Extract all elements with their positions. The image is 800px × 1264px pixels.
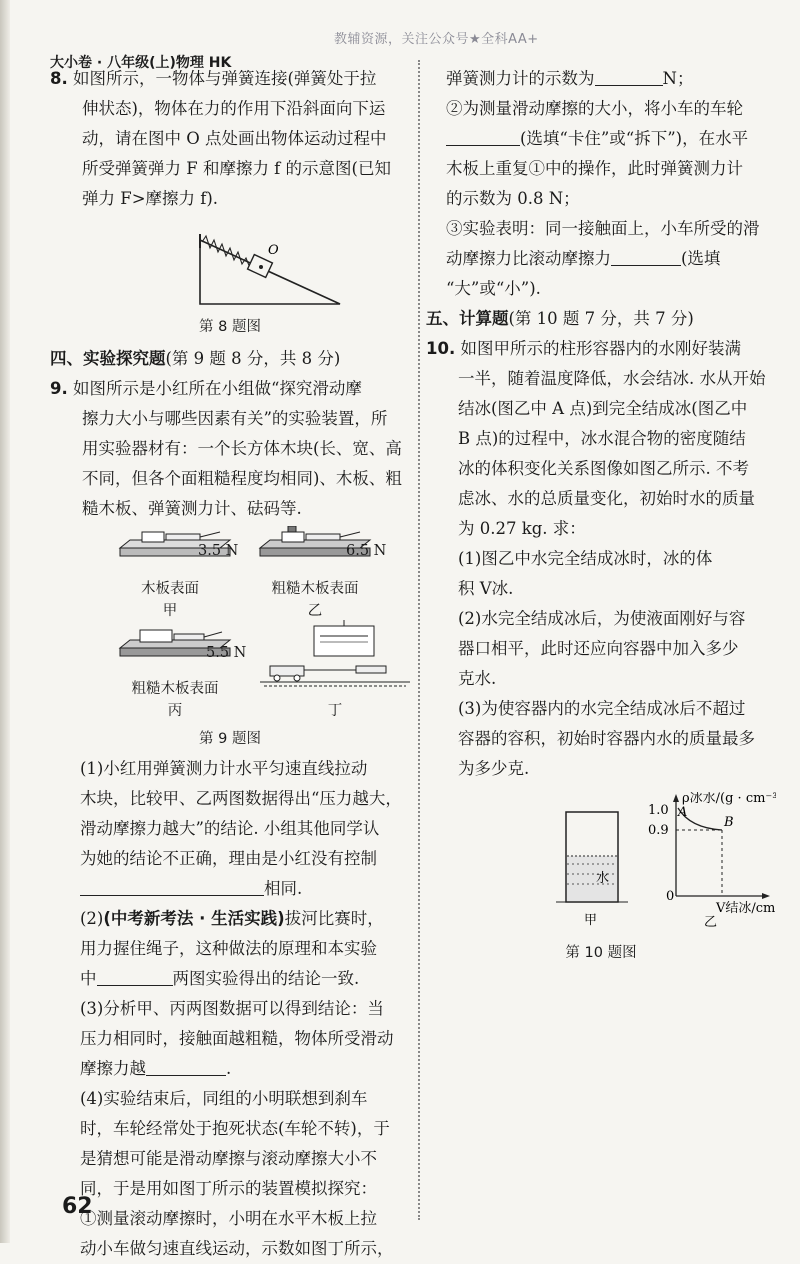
q9-p1-line: 为她的结论不正确，理由是小红没有控制 bbox=[80, 849, 377, 868]
q9-p4-line: 时，车轮经常处于抱死状态(车轮不转)，于 bbox=[80, 1119, 390, 1138]
incline-spring-diagram bbox=[50, 214, 410, 312]
q9-p2-tag: (中考新考法 · 生活实践) bbox=[103, 909, 285, 928]
q8-caption: 第 8 题图 bbox=[199, 319, 261, 335]
figure-jia-reading: 3.5 N bbox=[198, 543, 239, 559]
q9-p2-line: 用力握住绳子，这种做法的原理和本实验 bbox=[80, 939, 377, 958]
q10-s2-line: 克水. bbox=[458, 669, 497, 688]
page-number: 62 bbox=[62, 1194, 93, 1219]
watermark: 教辅资源，关注公众号★全科AA+ bbox=[334, 32, 539, 47]
q9-figures bbox=[50, 524, 410, 724]
x-axis-label: V结冰/cm³ bbox=[716, 901, 776, 916]
q10-line: 结冰(图乙中 A 点)到完全结成冰(图乙中 bbox=[458, 399, 748, 418]
q9-number: 9. bbox=[50, 379, 68, 398]
figure-ding-apparatus bbox=[260, 620, 410, 690]
q9-p4-line: ①测量滚动摩擦时，小明在水平木板上拉 bbox=[80, 1209, 377, 1228]
q9-p1-line: 木块，比较甲、乙两图数据得出“压力越大， bbox=[80, 789, 402, 808]
q9-line: 如图所示是小红所在小组做“探究滑动摩 bbox=[73, 379, 362, 398]
q10-line: 如图甲所示的柱形容器内的水刚好装满 bbox=[460, 339, 741, 358]
q8-number: 8. bbox=[50, 69, 68, 88]
y-axis-label: ρ冰水/(g · cm⁻³) bbox=[682, 792, 776, 806]
q9-p4-line: 同，于是用如图丁所示的装置模拟探究： bbox=[80, 1179, 377, 1198]
q8-line: 所受弹簧弹力 F 和摩擦力 f 的示意图(已知 bbox=[82, 159, 391, 178]
q9-p1-line: 滑动摩擦力越大”的结论. 小组其他同学认 bbox=[80, 819, 380, 838]
r2-line: 木板上重复①中的操作，此时弹簧测力计 bbox=[446, 159, 743, 178]
r2-line: 的示数为 0.8 N； bbox=[446, 189, 580, 208]
r1-end: N； bbox=[662, 69, 694, 88]
figure-bing-reading: 5.5 N bbox=[206, 645, 247, 661]
q8-figure bbox=[50, 214, 410, 312]
r3-pre: 动摩擦力比滚动摩擦力 bbox=[446, 249, 611, 268]
y-tick-1: 1.0 bbox=[648, 803, 669, 818]
q9-p1-end: 相同. bbox=[264, 879, 303, 898]
q10-line: 一半，随着温度降低，水会结冰. 水从开始 bbox=[458, 369, 766, 388]
q9-continued bbox=[426, 64, 776, 304]
r2-mid: (选填“卡住”或“拆下”)，在水平 bbox=[520, 129, 749, 148]
figure-yi-label: 乙 bbox=[307, 603, 323, 619]
q10-line: 为 0.27 kg. 求： bbox=[458, 519, 586, 538]
q9-p4-line: (4)实验结束后，同组的小明联想到刹车 bbox=[80, 1089, 368, 1108]
figure-yi bbox=[250, 526, 400, 622]
question-8 bbox=[50, 64, 410, 214]
r3-last: “大”或“小”). bbox=[446, 279, 541, 298]
figure-jia-label: 甲 bbox=[162, 603, 178, 619]
r2-line: ③实验表明：同一接触面上，小车所受的滑 bbox=[446, 219, 760, 238]
q10-s2-line: 器口相平，此时还应向容器中加入多少 bbox=[458, 639, 739, 658]
y-tick-0.9: 0.9 bbox=[648, 823, 669, 838]
q8-line: 如图所示，一物体与弹簧连接(弹簧处于拉 bbox=[73, 69, 377, 88]
page-header: 大小卷 · 八年级(上)物理 HK bbox=[50, 55, 232, 71]
question-10 bbox=[426, 334, 776, 784]
fig-yi-label: 乙 bbox=[704, 915, 718, 930]
page-binding-edge bbox=[0, 0, 10, 1243]
point-b-label: B bbox=[724, 815, 734, 830]
q10-caption: 第 10 题图 bbox=[565, 945, 637, 961]
q10-line: 冰的体积变化关系图像如图乙所示. 不考 bbox=[458, 459, 749, 478]
q10-figure bbox=[426, 792, 776, 942]
right-column bbox=[426, 64, 776, 968]
q9-p2-head: (2) bbox=[80, 909, 104, 928]
section-4-title: 四、实验探究题 bbox=[50, 349, 166, 368]
left-column bbox=[50, 64, 410, 1264]
figure-bing-surface: 粗糙木板表面 bbox=[131, 681, 219, 697]
q8-line: 弹力 F>摩擦力 f). bbox=[82, 189, 219, 208]
q10-s3-line: (3)为使容器内的水完全结成冰后不超过 bbox=[458, 699, 746, 718]
section-5-note: (第 10 题 7 分，共 7 分) bbox=[508, 309, 694, 328]
fig-jia-label: 甲 bbox=[584, 913, 598, 928]
q8-line: 动，请在图中 O 点处画出物体运动过程中 bbox=[82, 129, 387, 148]
q9-p3-pre: 摩擦力越 bbox=[80, 1059, 146, 1078]
q9-p2-tail: 拔河比赛时， bbox=[284, 909, 384, 928]
q10-line: B 点)的过程中，冰水混合物的密度随结 bbox=[458, 429, 746, 448]
column-divider bbox=[418, 60, 420, 1220]
q9-p4-line: 动小车做匀速直线运动，示数如图丁所示， bbox=[80, 1239, 394, 1258]
q9-p3-line: (3)分析甲、丙两图数据可以得到结论：当 bbox=[80, 999, 384, 1018]
figure-jia bbox=[110, 526, 250, 622]
figure-bing bbox=[110, 626, 260, 722]
q9-p2-end: 两图实验得出的结论一致. bbox=[172, 969, 360, 988]
q9-p4-line: 是猜想可能是滑动摩擦与滚动摩擦大小不 bbox=[80, 1149, 377, 1168]
q9-p2-pre: 中 bbox=[80, 969, 97, 988]
water-label: 水 bbox=[596, 871, 610, 886]
answer-blank-6[interactable] bbox=[611, 245, 681, 266]
answer-blank-5[interactable] bbox=[446, 125, 520, 146]
q10-s1-line: (1)图乙中水完全结成冰时，冰的体 bbox=[458, 549, 713, 568]
q10-s3-line: 为多少克. bbox=[458, 759, 530, 778]
figure-yi-reading: 6.5 N bbox=[346, 543, 387, 559]
q9-line: 不同，但各个面粗糙程度均相同)、木板、粗 bbox=[82, 469, 402, 488]
q10-s3-line: 容器的容积，初始时容器内水的质量最多 bbox=[458, 729, 755, 748]
point-a-label: A bbox=[678, 805, 688, 820]
answer-blank-3[interactable] bbox=[146, 1055, 226, 1076]
answer-blank-2[interactable] bbox=[97, 965, 173, 986]
origin-label: 0 bbox=[666, 889, 675, 904]
figure-bing-label: 丙 bbox=[167, 703, 183, 719]
q10-s2-line: (2)水完全结成冰后，为使液面刚好与容 bbox=[458, 609, 746, 628]
section-4-note: (第 9 题 8 分，共 8 分) bbox=[165, 349, 341, 368]
figure-ding-label: 丁 bbox=[327, 703, 343, 719]
r1-pre: 弹簧测力计的示数为 bbox=[446, 69, 595, 88]
q9-p3-line: 压力相同时，接触面越粗糙，物体所受滑动 bbox=[80, 1029, 394, 1048]
answer-blank-1[interactable] bbox=[80, 875, 264, 896]
container-and-density-graph bbox=[426, 792, 776, 942]
q9-line: 用实验器材有：一个长方体木块(长、宽、高 bbox=[82, 439, 402, 458]
section-5-title: 五、计算题 bbox=[426, 309, 509, 328]
q10-line: 虑冰、水的总质量变化，初始时水的质量 bbox=[458, 489, 755, 508]
r3-end: (选填 bbox=[681, 249, 721, 268]
figure-ding bbox=[260, 620, 410, 722]
q10-number: 10. bbox=[426, 339, 456, 358]
q9-p3-end: . bbox=[226, 1059, 232, 1078]
r2-pre: ②为测量滑动摩擦的大小，将小车的车轮 bbox=[446, 99, 743, 118]
q8-line: 伸状态)，物体在力的作用下沿斜面向下运 bbox=[82, 99, 386, 118]
answer-blank-4[interactable] bbox=[595, 65, 663, 86]
figure-jia-surface: 木板表面 bbox=[141, 581, 199, 597]
q9-line: 擦力大小与哪些因素有关”的实验装置，所 bbox=[82, 409, 388, 428]
q9-parts bbox=[50, 754, 410, 1264]
q9-caption: 第 9 题图 bbox=[199, 731, 261, 747]
q9-p1-line: (1)小红用弹簧测力计水平匀速直线拉动 bbox=[80, 759, 368, 778]
question-9 bbox=[50, 374, 410, 524]
figure-yi-surface: 粗糙木板表面 bbox=[271, 581, 359, 597]
point-o-label: O bbox=[268, 243, 279, 258]
q10-s1-line: 积 V冰. bbox=[458, 579, 514, 598]
q9-line: 糙木板、弹簧测力计、砝码等. bbox=[82, 499, 302, 518]
